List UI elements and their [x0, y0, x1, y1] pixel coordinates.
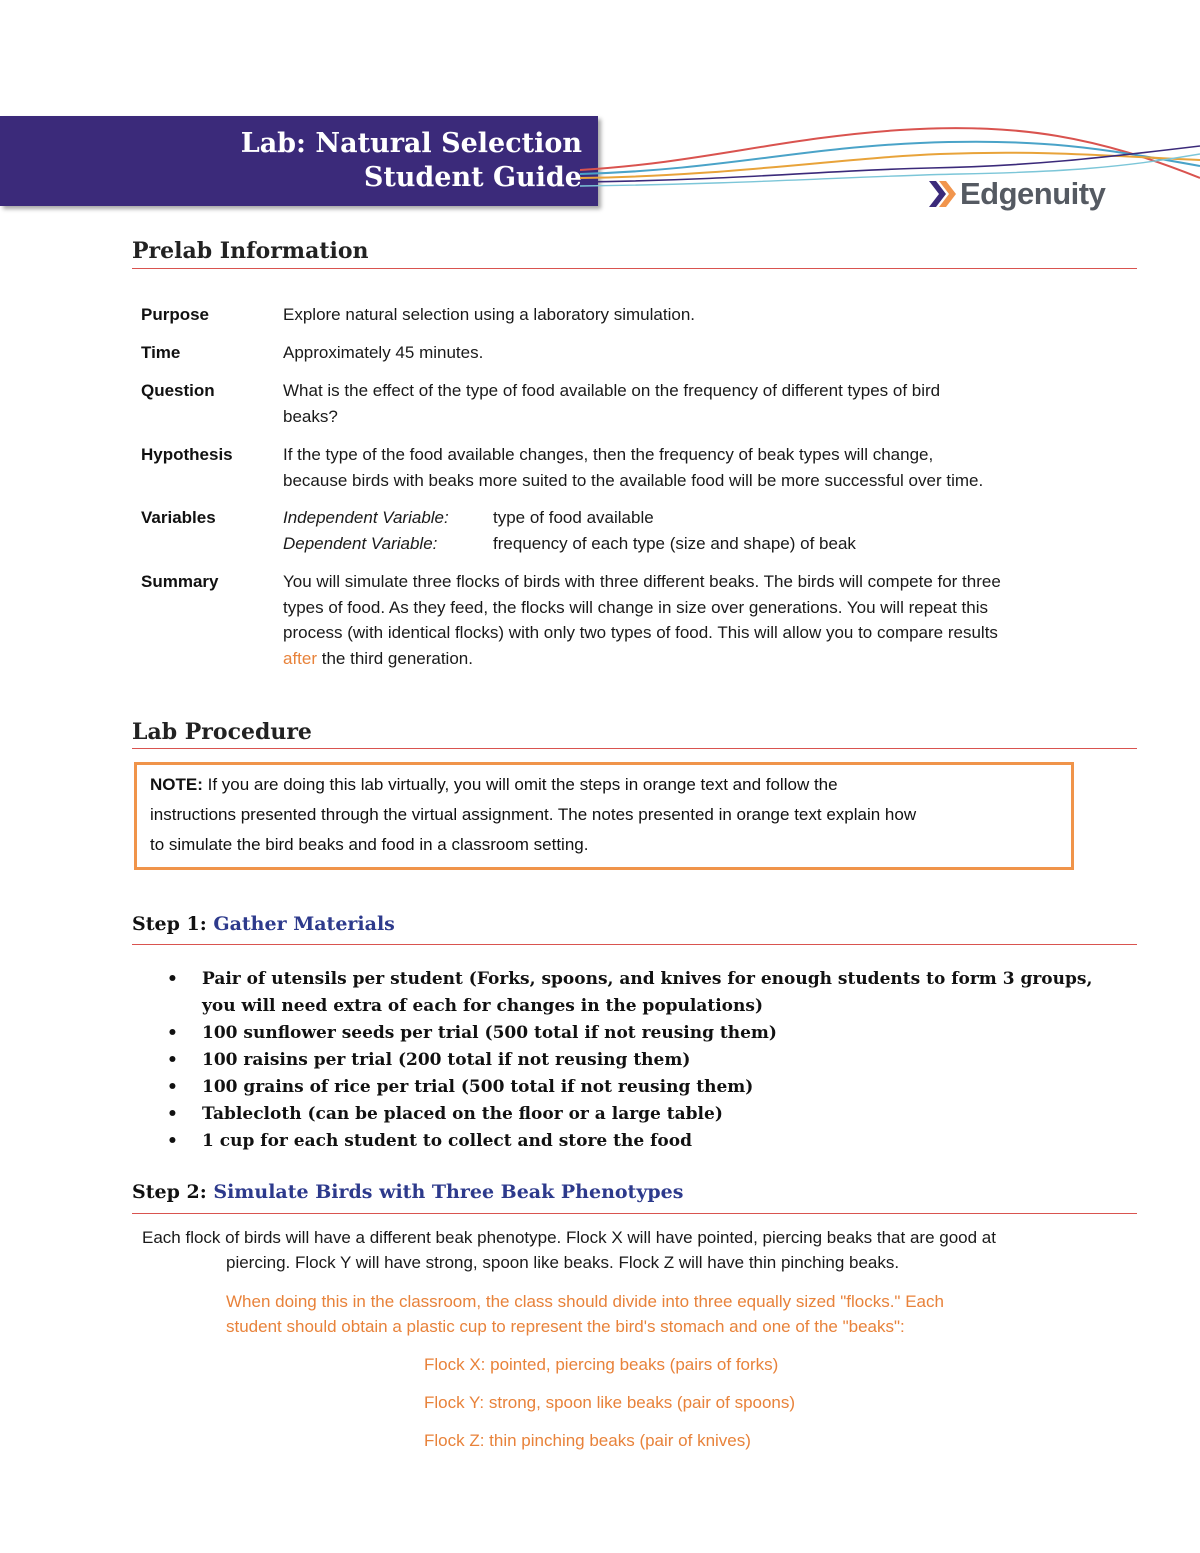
dependent-variable-value: frequency of each type (size and shape) of beak [493, 533, 856, 553]
step1-heading [132, 913, 395, 935]
purpose-label: Purpose [141, 305, 210, 324]
independent-variable-label: Independent Variable: [283, 508, 449, 527]
question-label: Question [141, 381, 215, 400]
list-item: • Tablecloth (can be placed on the floor or a large table) [165, 1101, 1115, 1128]
variables-label: Variables [141, 508, 216, 527]
flock-y-item: Flock Y: strong, spoon like beaks (pair of spoons) [424, 1393, 796, 1412]
variables-text [283, 505, 1123, 556]
step2-paragraph-line1: Each flock of birds will have a different beak phenotype. Flock X will have pointed, piercing beaks that are good at [142, 1228, 996, 1247]
step2-paragraph-line2: piercing. Flock Y will have strong, spoon like beaks. Flock Z will have thin pinching beaks. [226, 1253, 900, 1272]
classroom-instruction-line2: student should obtain a plastic cup to represent the bird's stomach and one of the "beaks": [226, 1317, 905, 1336]
list-item: • 100 grains of rice per trial (500 total if not reusing them) [165, 1074, 1115, 1101]
step1-divider [132, 944, 1137, 945]
dependent-variable-label: Dependent Variable: [283, 533, 438, 553]
flock-z-item: Flock Z: thin pinching beaks (pair of knives) [424, 1431, 751, 1450]
materials-list [165, 966, 1115, 1155]
step2-prefix: Step 2: [132, 1181, 207, 1203]
time-text: Approximately 45 minutes. [283, 343, 484, 362]
logo-text: Edgenuity [960, 176, 1106, 211]
procedure-heading: Lab Procedure [132, 719, 312, 745]
note-prefix: NOTE: [150, 775, 203, 794]
step1-prefix: Step 1: [132, 913, 207, 935]
edgenuity-logo [925, 176, 1105, 212]
hypothesis-label: Hypothesis [141, 445, 233, 464]
edgenuity-x-icon [925, 177, 959, 211]
list-item: • 100 sunflower seeds per trial (500 total if not reusing them) [165, 1020, 1115, 1047]
time-label: Time [141, 343, 181, 362]
independent-variable-value: type of food available [493, 508, 654, 527]
document-subtitle: Student Guide [363, 162, 582, 193]
question-text: What is the effect of the type of food available on the frequency of different types of bird beaks? [283, 381, 941, 426]
purpose-text: Explore natural selection using a laboratory simulation. [283, 305, 696, 324]
note-text: NOTE: If you are doing this lab virtually, you will omit the steps in orange text and follow the instructions presented through the virtual assignment. The notes presented in orange text explain how to simulate the bird beaks and food in a classroom setting. [150, 775, 917, 854]
document-title: Lab: Natural Selection [240, 128, 582, 159]
list-item: • 1 cup for each student to collect and store the food [165, 1128, 1115, 1155]
classroom-instruction-line1: When doing this in the classroom, the class should divide into three equally sized "flocks." Each [226, 1292, 944, 1311]
step2-heading [132, 1181, 683, 1203]
summary-highlight: after [283, 648, 318, 668]
step2-divider [132, 1213, 1137, 1214]
procedure-divider [132, 748, 1137, 749]
title-banner [0, 116, 598, 206]
prelab-divider [132, 268, 1137, 269]
hypothesis-text: If the type of the food available changes, then the frequency of beak types will change, because birds with beaks more suited to the available food will be more successful over time. [283, 445, 984, 490]
summary-label: Summary [141, 572, 219, 591]
list-item: • 100 raisins per trial (200 total if not reusing them) [165, 1047, 1115, 1074]
step2-title: Simulate Birds with Three Beak Phenotypes [213, 1181, 684, 1203]
summary-text: You will simulate three flocks of birds with three different beaks. The birds will compete for three types of food. As they feed, the flocks will change in size over generations. You will repeat this process (with identical flocks) with only two types of food. This will allow you to compare results after the third generation. [283, 572, 1001, 668]
list-item: • Pair of utensils per student (Forks, spoons, and knives for enough students to form 3 groups, you will need extra of each for changes in the populations) [165, 966, 1115, 1020]
flock-x-item: Flock X: pointed, piercing beaks (pairs of forks) [424, 1355, 779, 1374]
prelab-heading: Prelab Information [132, 238, 369, 264]
decorative-waves [580, 118, 1200, 198]
step1-title: Gather Materials [213, 913, 395, 935]
